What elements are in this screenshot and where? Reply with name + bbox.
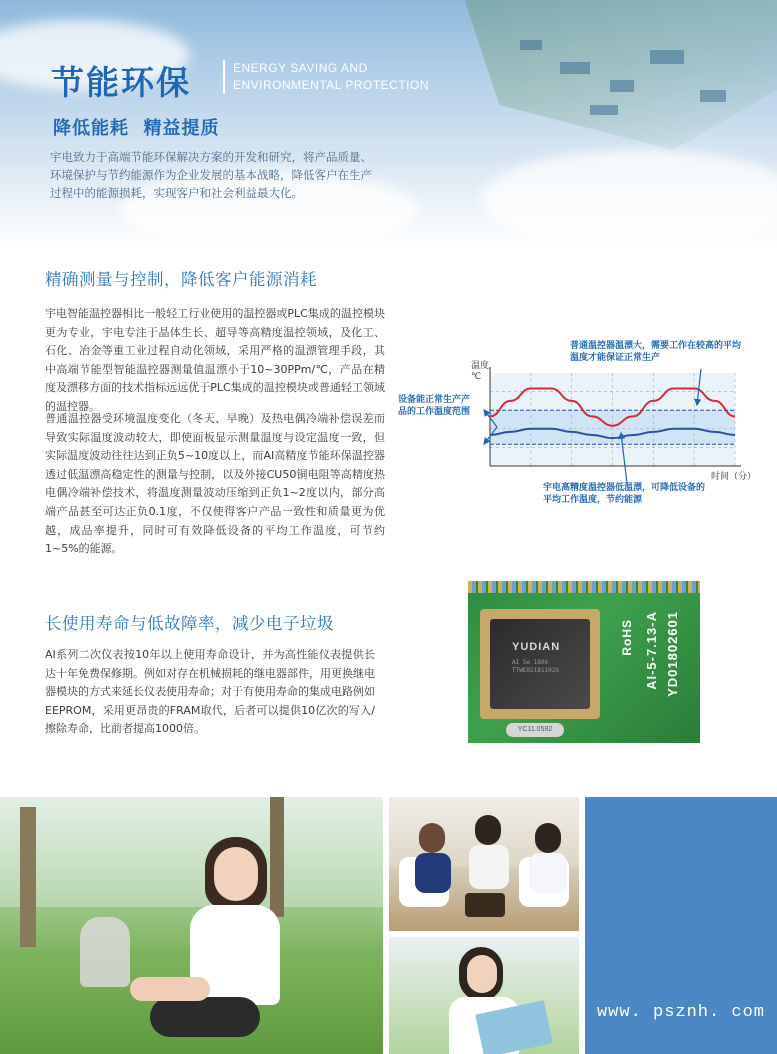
- person-head: [535, 823, 561, 853]
- english-title: [223, 60, 429, 94]
- temperature-chart: [395, 333, 777, 513]
- chip-brand: YUDIAN: [512, 641, 561, 653]
- person-body: [529, 853, 567, 893]
- chip-decoration: [520, 40, 542, 50]
- rohs-label: RoHS: [620, 619, 634, 656]
- person-head: [475, 815, 501, 845]
- y-axis-label: [471, 361, 489, 383]
- person-face: [214, 847, 258, 901]
- sky-area: [0, 797, 383, 907]
- person-leg: [130, 977, 210, 1001]
- coffee-table: [465, 893, 505, 917]
- person-body: [469, 845, 509, 889]
- crystal-oscillator: YC11.0592: [506, 723, 564, 737]
- chip-decoration: [700, 90, 726, 102]
- chart-annotation-top: 普通温控器温漂大，需要工作在较高的平均温度才能保证正常生产: [570, 341, 742, 363]
- chip-decoration: [590, 105, 618, 115]
- watermark: www. psznh. com: [596, 1003, 766, 1022]
- reading-photo: [389, 937, 579, 1054]
- serial-label: YD01802601: [665, 611, 680, 697]
- person-shorts: [150, 997, 260, 1037]
- chip-decoration: [650, 50, 684, 64]
- chart-annotation-bottom: 宇电高精度温控器低温漂，可降低设备的平均工作温度，节约能源: [543, 483, 706, 505]
- person-body: [415, 853, 451, 893]
- circuit-board-decoration: [430, 0, 777, 150]
- chip-decoration: [560, 62, 590, 74]
- model-label: AI-5-7.13-A: [644, 611, 659, 690]
- english-title-line: ENVIRONMENTAL PROTECTION: [233, 78, 430, 92]
- cloud-shape: [480, 150, 777, 250]
- intro-paragraph: 宇电致力于高端节能环保解决方案的开发和研究，将产品质量、环境保护与节约能源作为企业发展的基本战略，降低客户在生产过程中的能源损耗，实现客户和社会利益最大化。: [50, 150, 372, 200]
- section-heading: 精确测量与控制，降低客户能源消耗: [45, 270, 317, 289]
- meeting-photo: [389, 797, 579, 931]
- section-heading: 长使用寿命与低故障率，减少电子垃圾: [45, 614, 334, 633]
- tree-trunk: [270, 797, 284, 917]
- section-paragraph: 宇电智能温控器相比一般轻工行业使用的温控器或PLC集成的温控模块更为专业，宇电专注于晶体生长、超导等高精度温控领域，及化工、石化、冶金等重工业过程自动化领域，采用严格的温漂管理手段，其中高端节能型智能温控器测量值温漂小于10~30PPm/℃，产品在精度及漂移方面的技术指标远远优于PLC集成的温控模块或普通轻工领域的温控器。: [45, 307, 385, 413]
- x-axis-label: 时间（分）: [711, 472, 757, 482]
- page-title: 节能环保: [51, 63, 191, 102]
- english-title-line: ENERGY SAVING AND: [233, 61, 368, 75]
- person-face: [467, 955, 497, 993]
- tree-trunk: [20, 807, 36, 947]
- section-paragraph: 普通温控器受环境温度变化（冬天、早晚）及热电偶冷端补偿误差而导致实际温度波动较大，即使面板显示测量温度与设定温度一致，但实际温度波动往往达到正负5~10度以上，而AI高精度节能环保温控器透过低温漂高稳定性的测量与控制，以及外接CU50铜电阻等高精度热电偶冷端补偿技术，将温度测量波动压缩到正负1~2度以内，部分高端产品甚至可达正负0.1度，不仅使得客户产品一致性和质量更为优越，成品率提升，同时可有效降低设备的平均工作温度，可节约1~5%的能源。: [45, 412, 385, 556]
- pcb-pin-row: [468, 581, 700, 593]
- person-background: [80, 917, 130, 987]
- y-axis-label-line: 温度: [471, 361, 490, 371]
- y-axis-label-line: ℃: [471, 372, 482, 382]
- pcb-photo: [468, 581, 700, 743]
- chip-decoration: [610, 80, 634, 92]
- section-paragraph: AI系列二次仪表按10年以上使用寿命设计，并为高性能仪表提供长达十年免费保修期。例如对存在机械损耗的继电器部件，用更换继电器模块的方式来延长仪表使用寿命；对于有使用寿命的集成电路例如EEPROM，采用更昂贵的FRAM取代，后者可以提供10亿次的写入/擦除寿命，比前者提高1000倍。: [45, 648, 375, 736]
- chart-annotation-left: 设备能正常生产产品的工作温度范围: [398, 395, 471, 417]
- person-head: [419, 823, 445, 853]
- subtitle: 降低能耗 精益提质: [53, 118, 220, 139]
- yoga-photo: [0, 797, 383, 1054]
- chip-code: AI 5e 1806 TTWE02181102X: [512, 659, 559, 674]
